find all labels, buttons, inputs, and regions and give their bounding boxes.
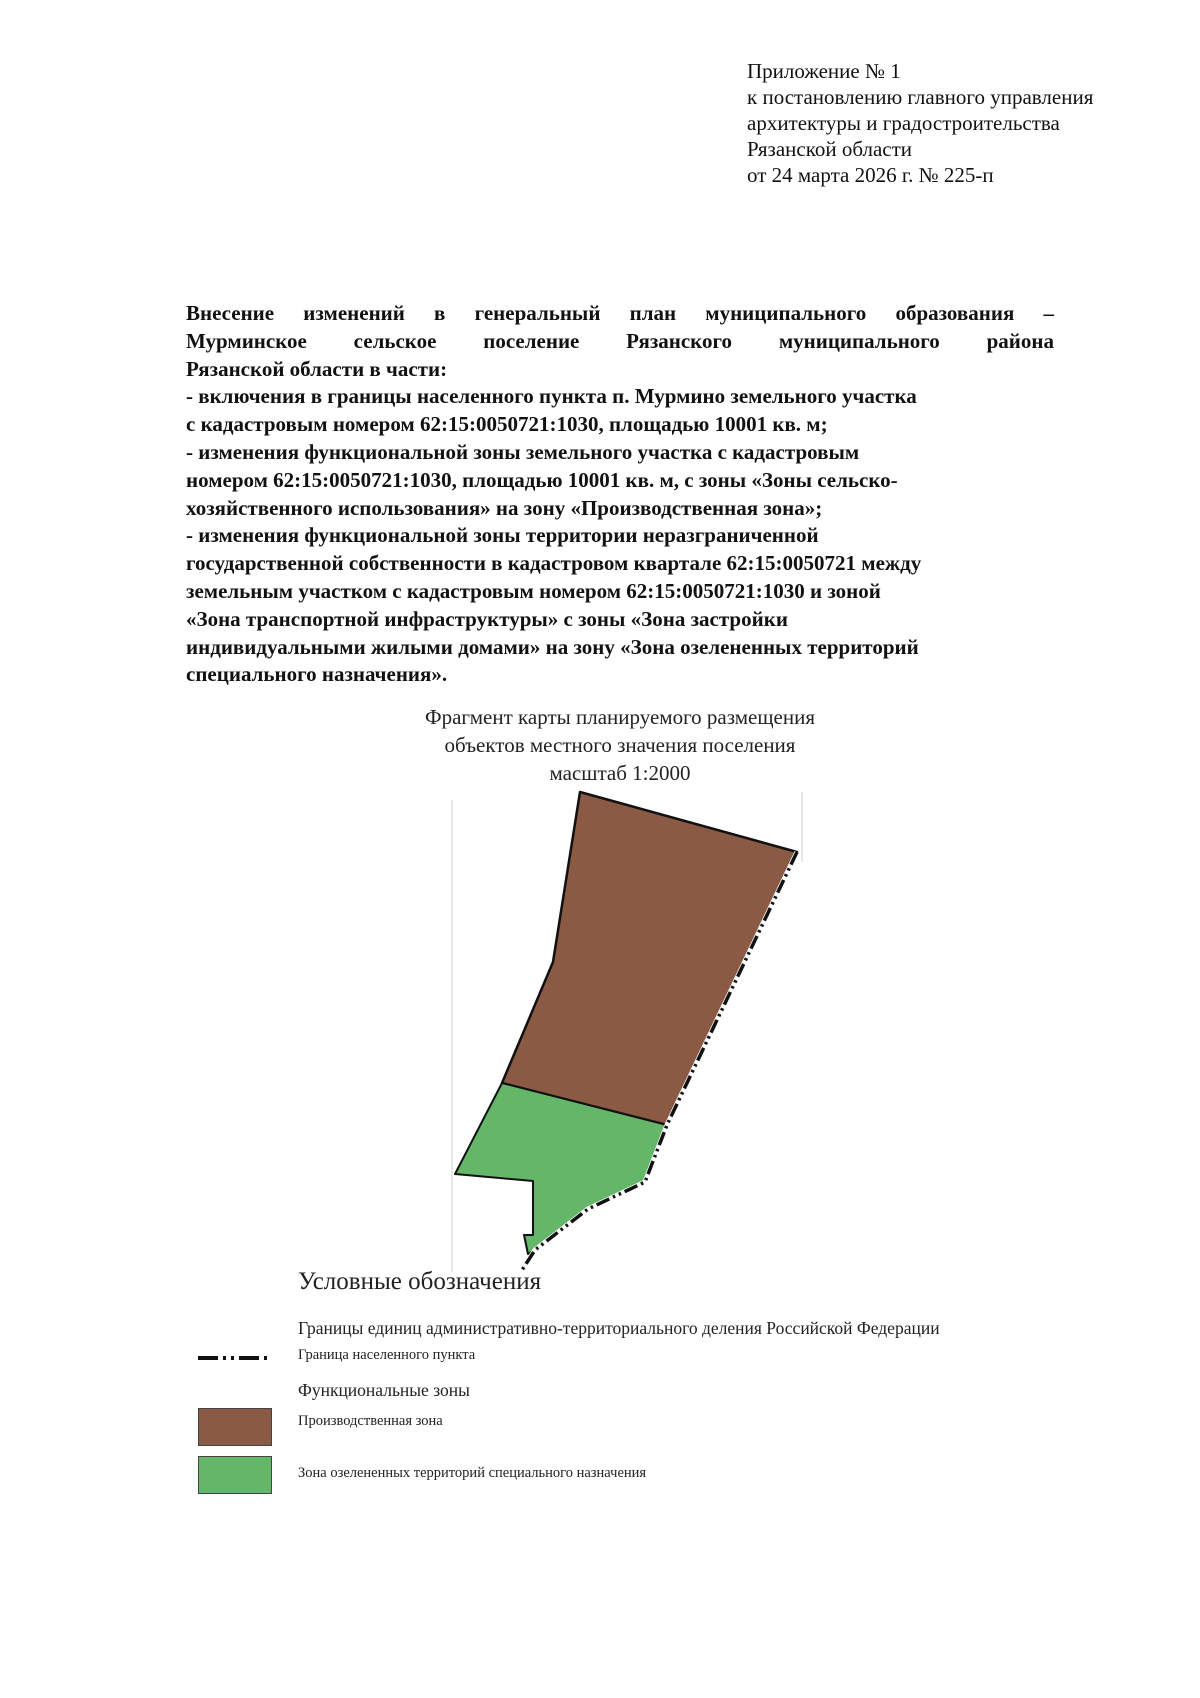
legend-settlement-boundary-label: Граница населенного пункта [298, 1347, 476, 1363]
map-title [310, 703, 930, 787]
heading-line: специального назначения». [186, 662, 448, 687]
heading-line: государственной собственности в кадастровом квартале 62:15:0050721 между [186, 551, 922, 576]
heading-line: - включения в границы населенного пункта п. Мурмино земельного участка [186, 384, 917, 409]
annex-line: Рязанской области [747, 137, 913, 161]
map-title-line: объектов местного значения поселения [444, 733, 796, 757]
annex-line: Приложение № 1 [747, 59, 901, 83]
annex-line: архитектуры и градостроительства [747, 111, 1060, 135]
heading-line: «Зона транспортной инфраструктуры» с зоны «Зона застройки [186, 606, 788, 631]
settlement-boundary-symbol [198, 1354, 270, 1362]
heading-line: индивидуальными жилыми домами» на зону «Зона озелененных территорий [186, 634, 919, 659]
map-fragment [440, 782, 820, 1272]
heading-line: Мурминское сельское поселение Рязанского муниципального района [186, 328, 1054, 353]
heading-line: Рязанской области в части: [186, 356, 448, 381]
legend-admin-heading: Границы единиц административно-территориального деления Российской Федерации [298, 1318, 940, 1338]
heading-line: - изменения функциональной зоны земельного участка с кадастровым [186, 439, 860, 464]
production-zone-swatch [198, 1408, 272, 1446]
legend-title: Условные обозначения [298, 1268, 542, 1295]
annex-line: от 24 марта 2026 г. № 225-п [747, 163, 994, 187]
legend-zones-heading: Функциональные зоны [298, 1380, 470, 1400]
heading-line: с кадастровым номером 62:15:0050721:1030, площадью 10001 кв. м; [186, 412, 828, 437]
heading-line: Внесение изменений в генеральный план муниципального образования – [186, 301, 1054, 325]
annex-line: к постановлению главного управления [747, 85, 1094, 109]
heading-line: номером 62:15:0050721:1030, площадью 10001 кв. м, с зоны «Зоны сельско- [186, 467, 898, 492]
heading-line: земельным участком с кадастровым номером 62:15:0050721:1030 и зоной [186, 578, 881, 603]
annex-block [747, 58, 1093, 188]
document-heading [186, 300, 1054, 689]
legend-production-zone-label: Производственная зона [298, 1413, 443, 1429]
legend-green-zone-label: Зона озелененных территорий специального назначения [298, 1465, 647, 1481]
heading-line: хозяйственного использования» на зону «Производственная зона»; [186, 495, 823, 520]
map-title-line: масштаб 1:2000 [549, 761, 691, 785]
map-title-line: Фрагмент карты планируемого размещения [425, 705, 815, 729]
production-zone-area [502, 792, 797, 1125]
green-zone-swatch [198, 1456, 272, 1494]
heading-line: - изменения функциональной зоны территории неразграниченной [186, 523, 819, 548]
